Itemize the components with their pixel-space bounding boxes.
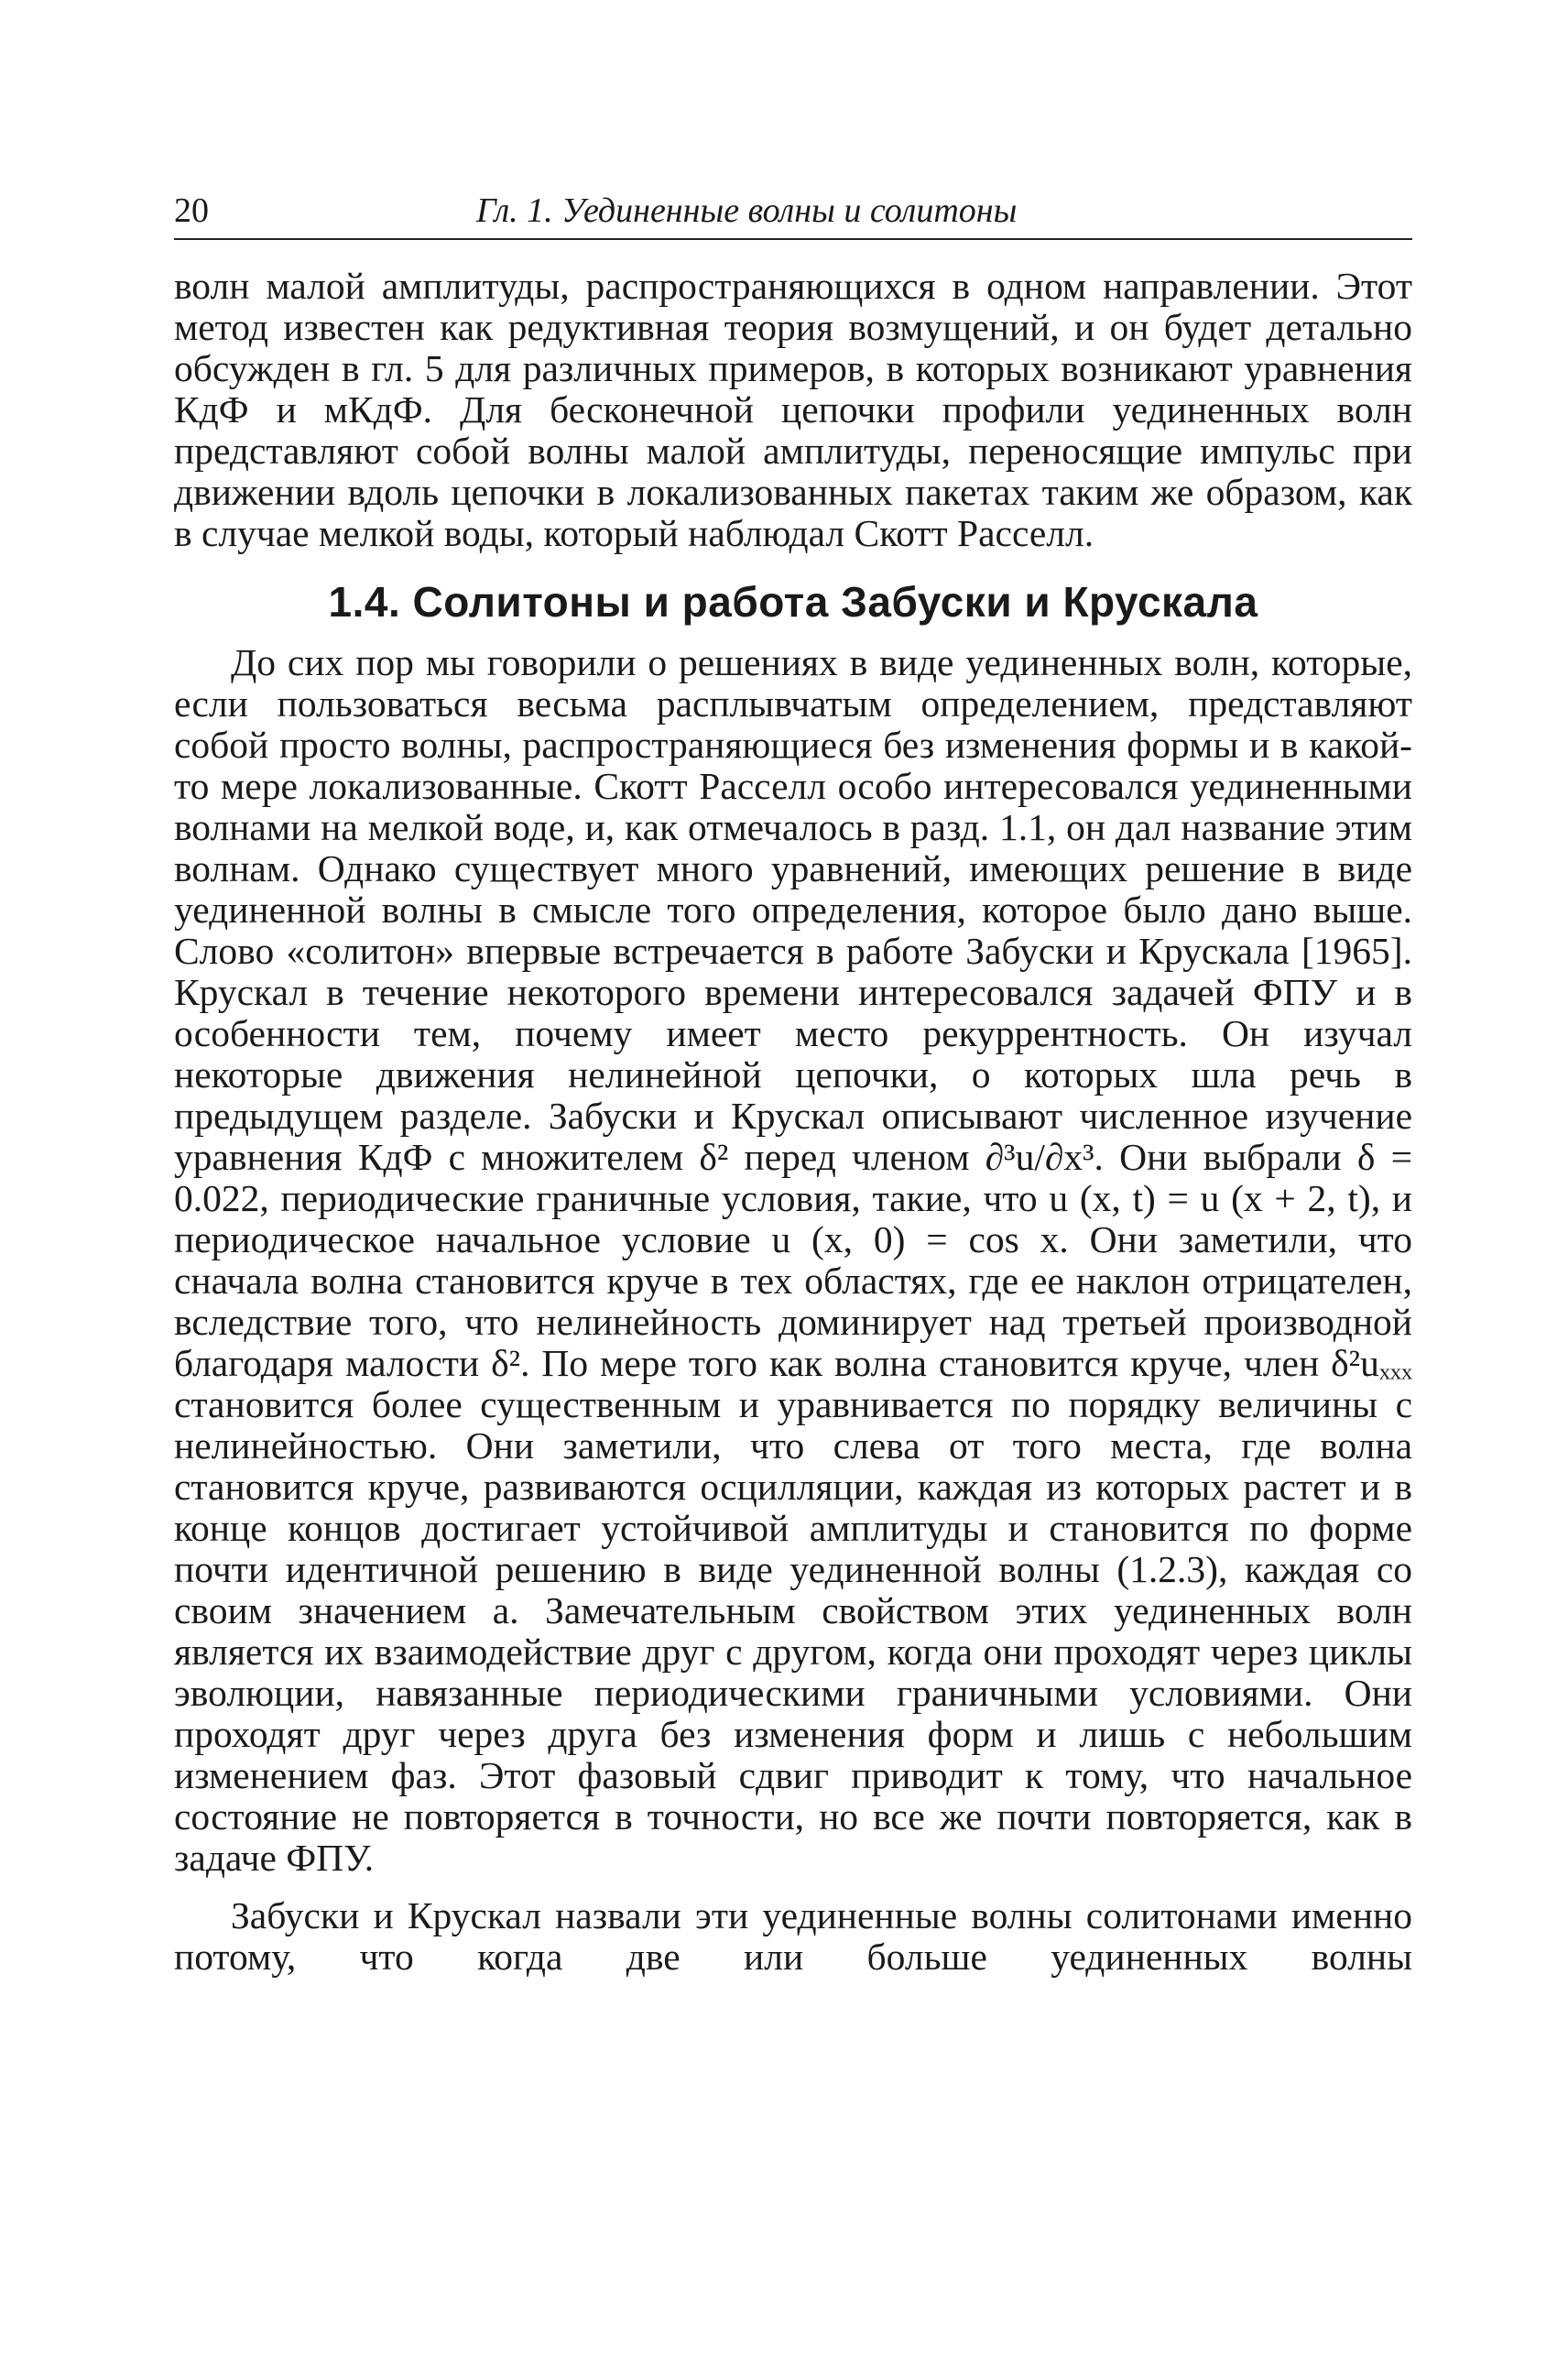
text-block xyxy=(174,266,1412,1978)
paragraph-3: Забуски и Крускал назвали эти уединенные волны солитонами именно потому, что когда две или больше уединенных волны xyxy=(174,1894,1412,1978)
section-title: 1.4. Солитоны и работа Забуски и Крускала xyxy=(328,578,1258,626)
book-page xyxy=(174,183,1412,1978)
page-number: 20 xyxy=(174,191,209,230)
running-title: Гл. 1. Уединенные волны и солитоны xyxy=(476,191,1018,230)
paragraph-2: До сих пор мы говорили о решениях в виде уединенных волн, которые, если пользоваться весьма расплывчатым определением, представляют собой просто волны, распространяющиеся без изменения формы и в какой-то мере локализованные. Скотт Расселл особо интересовался уединенными волнами на мелкой воде, и, как отмечалось в разд. 1.1, он дал название этим волнам. Однако существует много уравнений, имеющих решение в виде уединенной волны в смысле того определения, которое было дано выше. Слово «солитон» впервые встречается в работе Забуски и Крускала [1965]. Крускал в течение некоторого времени интересовался задачей ФПУ и в особенности тем, почему имеет место рекуррентность. Он изучал некоторые движения нелинейной цепочки, о которых шла речь в предыдущем разделе. Забуски и Крускал описывают численное изучение уравнения КдФ с множителем δ² перед членом ∂³u/∂x³. Они выбрали δ = 0.022, периодические граничные условия, такие, что u (x, t) = u (x + 2, t), и периодическое начальное условие u (x, 0) = cos x. Они заметили, что сначала волна становится круче в тех областях, где ее наклон отрицателен, вследствие того, что нелинейность доминирует над третьей производной благодаря малости δ². По мере того как волна становится круче, член δ²uₓₓₓ становится более существенным и уравнивается по порядку величины с нелинейностью. Они заметили, что слева от того места, где волна становится круче, развиваются осцилляции, каждая из которых растет и в конце концов достигает устойчивой амплитуды и становится по форме почти идентичной решению в виде уединенной волны (1.2.3), каждая со своим значением a. Замечательным свойством этих уединенных волн является их взаимодействие друг с другом, когда они проходят через циклы эволюции, навязанные периодическими граничными условиями. Они проходят друг через друга без изменения форм и лишь с небольшим изменением фаз. Этот фазовый сдвиг приводит к тому, что начальное состояние не повторяется в точности, но все же почти повторяется, как в задаче ФПУ. xyxy=(174,641,1412,1879)
paragraph-1: волн малой амплитуды, распространяющихся в одном направлении. Этот метод известен как редуктивная теория возмущений, и он будет детально обсужден в гл. 5 для различных примеров, в которых возникают уравнения КдФ и мКдФ. Для бесконечной цепочки профили уединенных волн представляют собой волны малой амплитуды, переносящие импульс при движении вдоль цепочки в локализованных пакетах таким же образом, как в случае мелкой воды, который наблюдал Скотт Расселл. xyxy=(174,265,1412,554)
running-head xyxy=(174,183,1412,240)
